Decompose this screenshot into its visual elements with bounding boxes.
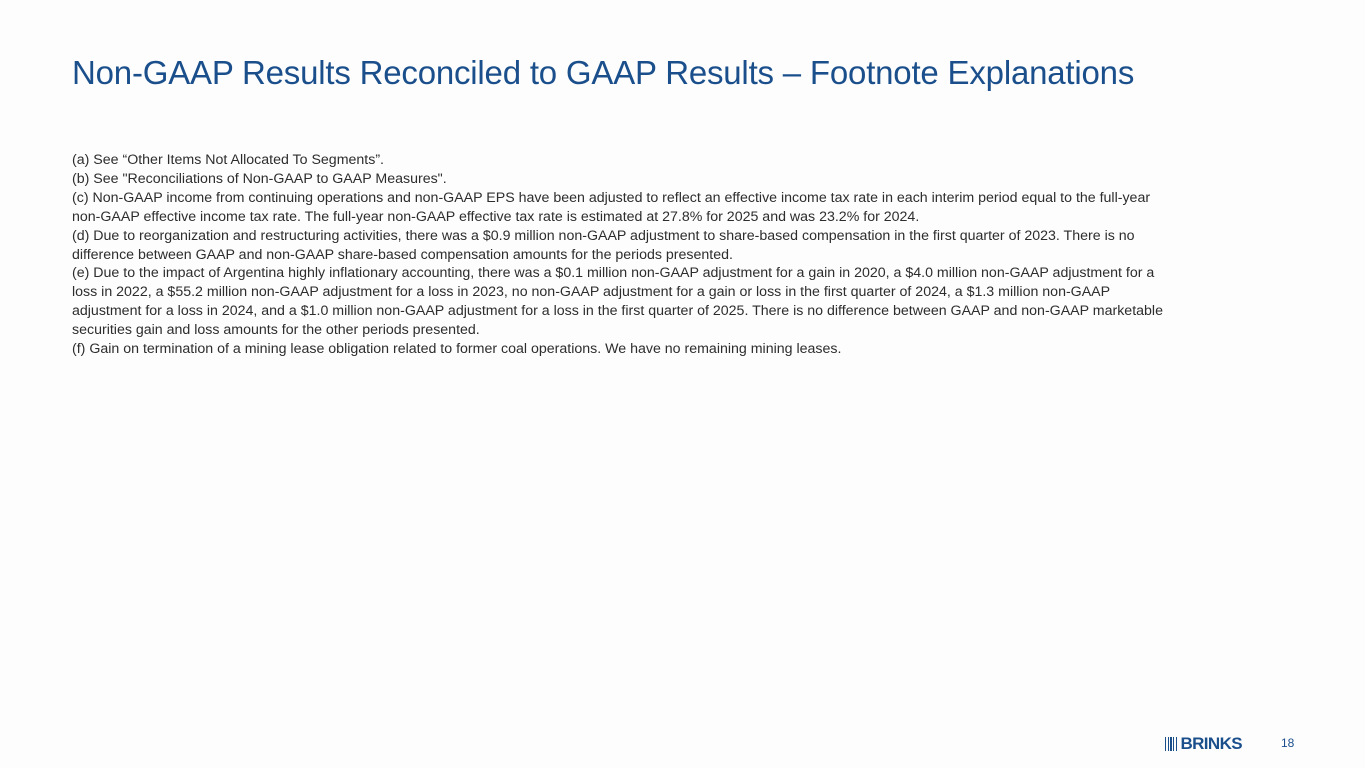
footnotes-list	[72, 151, 1182, 359]
logo-bars-icon	[1165, 737, 1178, 751]
footnote-c: (c) Non-GAAP income from continuing operations and non-GAAP EPS have been adjusted to reflect an effective income tax rate in each interim period equal to the full-year non-GAAP effective income tax rate. The full-year non-GAAP effective tax rate is estimated at 27.8% for 2025 and was 23.2% for 2024.	[72, 189, 1151, 225]
footnote-a: (a) See “Other Items Not Allocated To Segments”.	[72, 152, 384, 168]
page-number: 18	[1281, 736, 1295, 750]
slide-title: Non-GAAP Results Reconciled to GAAP Results – Footnote Explanations	[72, 54, 1135, 91]
footnote-e: (e) Due to the impact of Argentina highly inflationary accounting, there was a $0.1 million non-GAAP adjustment for a gain in 2020, a $4.0 million non-GAAP adjustment for a loss in 2022, a $55.2 million non-GAAP adjustment for a loss in 2023, no non-GAAP adjustment for a gain or loss in the first quarter of 2024, a $1.3 million non-GAAP adjustment for a loss in 2024, and a $1.0 million non-GAAP adjustment for a loss in the first quarter of 2025. There is no difference between GAAP and non-GAAP marketable securities gain and loss amounts for the other periods presented.	[72, 265, 1163, 339]
footnote-b: (b) See "Reconciliations of Non-GAAP to GAAP Measures".	[72, 170, 447, 187]
footnote-d: (d) Due to reorganization and restructuring activities, there was a $0.9 million non-GAAP adjustment to share-based compensation in the first quarter of 2023. There is no difference between GAAP and non-GAAP share-based compensation amounts for the periods presented.	[72, 227, 1135, 263]
footnote-f: (f) Gain on termination of a mining lease obligation related to former coal operations. We have no remaining mining leases.	[72, 341, 842, 358]
logo-wordmark: BRINKS	[1180, 734, 1243, 753]
brinks-logo	[1165, 735, 1242, 753]
